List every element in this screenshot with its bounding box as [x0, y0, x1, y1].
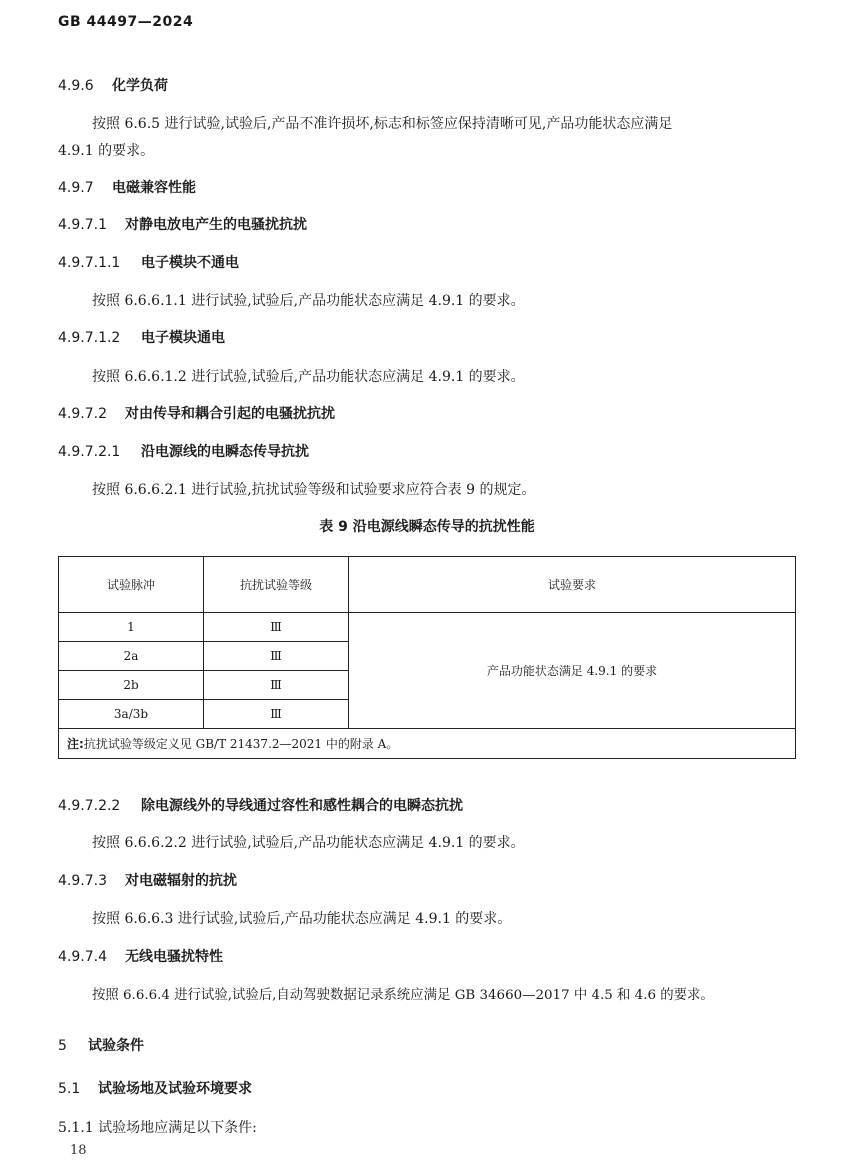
table-row	[59, 613, 796, 642]
paragraph: 按照 6.6.6.1.1 进行试验,试验后,产品功能状态应满足 4.9.1 的要求。	[92, 293, 525, 309]
section-heading-4-9-7-4	[58, 946, 223, 966]
cell-pulse: 1	[59, 613, 204, 642]
cell-pulse: 2b	[59, 671, 204, 700]
section-heading-4-9-6	[58, 75, 168, 95]
section-heading-4-9-7-2-2	[58, 795, 463, 815]
cell-level: Ⅲ	[204, 613, 349, 642]
section-title: 对静电放电产生的电骚扰抗扰	[125, 217, 307, 233]
section-heading-4-9-7	[58, 177, 196, 197]
section-heading-5	[58, 1035, 144, 1055]
section-title: 电磁兼容性能	[112, 180, 196, 196]
section-heading-4-9-7-1	[58, 214, 307, 234]
paragraph: 按照 6.6.6.2.1 进行试验,抗扰试验等级和试验要求应符合表 9 的规定。	[92, 482, 536, 498]
section-title: 试验条件	[88, 1038, 144, 1054]
table-caption: 表 9 沿电源线瞬态传导的抗扰性能	[319, 519, 535, 535]
paragraph: 按照 6.6.6.2.2 进行试验,试验后,产品功能状态应满足 4.9.1 的要求。	[92, 835, 525, 851]
section-heading-4-9-7-2	[58, 403, 335, 423]
paragraph: 按照 6.6.6.4 进行试验,试验后,自动驾驶数据记录系统应满足 GB 34660—2017 中 4.5 和 4.6 的要求。	[92, 988, 714, 1003]
section-title: 对电磁辐射的抗扰	[125, 873, 237, 889]
section-number: 4.9.7.3	[58, 873, 107, 889]
section-title: 电子模块通电	[141, 330, 225, 346]
section-number: 4.9.7.2.1	[58, 444, 121, 460]
header-cell-immunity-level: 抗扰试验等级	[204, 557, 349, 613]
section-number: 4.9.7.1.1	[58, 255, 121, 271]
section-heading-4-9-7-1-1	[58, 252, 239, 272]
section-heading-4-9-7-3	[58, 870, 237, 890]
table-note-row	[59, 729, 796, 759]
section-number: 4.9.6	[58, 78, 94, 94]
paragraph: 按照 6.6.6.1.2 进行试验,试验后,产品功能状态应满足 4.9.1 的要求。	[92, 369, 525, 385]
section-title: 试验场地及试验环境要求	[98, 1081, 252, 1097]
header-cell-test-pulse: 试验脉冲	[59, 557, 204, 613]
note-text: 抗扰试验等级定义见 GB/T 21437.2—2021 中的附录 A。	[83, 737, 399, 751]
section-title: 化学负荷	[112, 78, 168, 94]
section-title: 除电源线外的导线通过容性和感性耦合的电瞬态抗扰	[141, 798, 463, 814]
page-number: 18	[70, 1143, 87, 1158]
section-number: 4.9.7.1	[58, 217, 107, 233]
section-heading-4-9-7-1-2	[58, 327, 225, 347]
section-number: 5	[58, 1038, 67, 1054]
paragraph: 5.1.1 试验场地应满足以下条件:	[58, 1120, 257, 1136]
table-note	[59, 729, 796, 759]
cell-pulse: 2a	[59, 642, 204, 671]
cell-level: Ⅲ	[204, 700, 349, 729]
section-number: 5.1	[58, 1081, 81, 1097]
section-title: 沿电源线的电瞬态传导抗扰	[141, 444, 309, 460]
section-heading-4-9-7-2-1	[58, 441, 309, 461]
section-number: 4.9.7.4	[58, 949, 107, 965]
section-number: 4.9.7.2	[58, 406, 107, 422]
section-heading-5-1	[58, 1078, 252, 1098]
cell-pulse: 3a/3b	[59, 700, 204, 729]
section-title: 电子模块不通电	[141, 255, 239, 271]
paragraph: 按照 6.6.6.3 进行试验,试验后,产品功能状态应满足 4.9.1 的要求。	[92, 911, 512, 927]
note-label: 注:	[67, 737, 84, 751]
header-cell-requirement: 试验要求	[349, 557, 796, 613]
section-title: 无线电骚扰特性	[125, 949, 223, 965]
section-title: 对由传导和耦合引起的电骚扰抗扰	[125, 406, 335, 422]
paragraph: 按照 6.6.5 进行试验,试验后,产品不准许损坏,标志和标签应保持清晰可见,产品功能状态应满足	[92, 116, 673, 132]
cell-level: Ⅲ	[204, 642, 349, 671]
section-number: 4.9.7.2.2	[58, 798, 121, 814]
section-number: 4.9.7	[58, 180, 94, 196]
paragraph: 4.9.1 的要求。	[58, 143, 155, 159]
cell-level: Ⅲ	[204, 671, 349, 700]
section-number: 4.9.7.1.2	[58, 330, 121, 346]
standard-id-header: GB 44497—2024	[58, 14, 194, 30]
table-header-row	[59, 557, 796, 613]
cell-requirement: 产品功能状态满足 4.9.1 的要求	[349, 613, 796, 729]
immunity-table	[58, 556, 796, 759]
